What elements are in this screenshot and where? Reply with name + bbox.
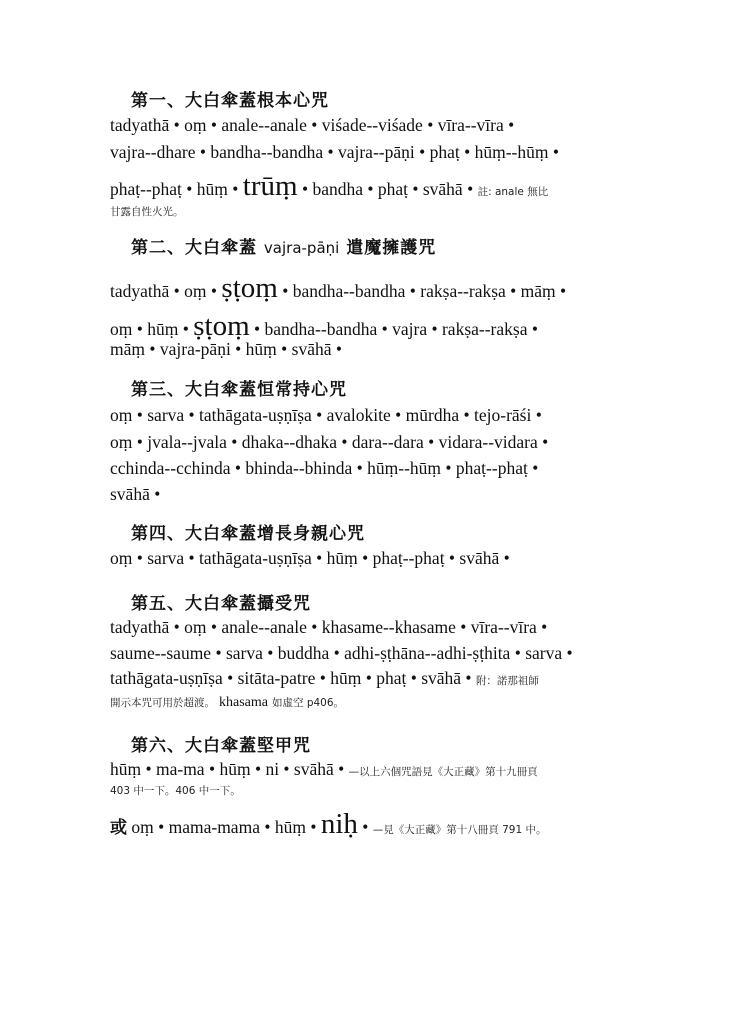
section-6-line-2 xyxy=(110,810,547,839)
section-2-heading-a: 第二、大白傘蓋 xyxy=(131,238,257,258)
section-3-line-2: oṃ • jvala--jvala • dhaka--dhaka • dara--dara • vidara--vidara • xyxy=(110,432,549,452)
section-2-line-1-a: tadyathā • oṃ • xyxy=(110,281,218,301)
section-2-line-1-b: • bandha--bandha • rakṣa--rakṣa • māṃ • xyxy=(282,281,567,301)
section-6-heading: 第六、大白傘蓋堅甲咒 xyxy=(131,736,311,756)
section-1-line-3-text-b: • bandha • phaṭ • svāhā • xyxy=(301,179,474,199)
section-6-annotation-cont: 403 中一下。406 中一下。 xyxy=(110,785,241,797)
section-2-line-2-b: • bandha--bandha • vajra • rakṣa--rakṣa • xyxy=(254,319,538,339)
section-5-line-3-text: tathāgata-uṣṇīṣa • sitāta-patre • hūṃ • phaṭ • svāhā • xyxy=(110,668,472,688)
section-1-line-3-big: trūṃ xyxy=(242,170,298,202)
section-5-line-1: tadyathā • oṃ • anale--anale • khasame--khasame • vīra--vīra • xyxy=(110,617,548,637)
section-1-annotation: 註: anale 無比 xyxy=(477,186,549,198)
section-6-line-1 xyxy=(110,761,538,779)
section-1-heading: 第一、大白傘蓋根本心咒 xyxy=(131,91,329,111)
section-3-line-3: cchinda--cchinda • bhinda--bhinda • hūṃ--hūṃ • phaṭ--phaṭ • xyxy=(110,458,539,478)
section-6-line-2-b: • xyxy=(362,817,369,837)
section-6-line-1-text: hūṃ • ma-ma • hūṃ • ni • svāhā • xyxy=(110,759,345,779)
section-6-line-2-prefix: 或 xyxy=(110,818,127,838)
section-5-annotation-a: 開示本咒可用於超渡。 xyxy=(110,697,215,709)
section-2-line-3: māṃ • vajra-pāṇi • hūṃ • svāhā • xyxy=(110,339,343,359)
section-1-line-1: tadyathā • oṃ • anale--anale • viśade--viśade • vīra--vīra • xyxy=(110,115,515,135)
section-2-line-2 xyxy=(110,312,538,341)
section-2-line-2-big: ṣṭoṃ xyxy=(193,310,250,342)
section-1-annotation-cont: 甘露自性火光。 xyxy=(110,206,184,218)
section-1-line-3-text-a: phaṭ--phaṭ • hūṃ • xyxy=(110,179,239,199)
section-3-heading: 第三、大白傘蓋恒常持心咒 xyxy=(131,380,347,400)
section-6-line-2-a: oṃ • mama-mama • hūṃ • xyxy=(131,817,317,837)
section-2-heading-b: 遣魔擁護咒 xyxy=(346,238,437,258)
section-5-annotation-cont xyxy=(110,694,344,710)
section-5-line-2: saume--saume • sarva • buddha • adhi-ṣṭhāna--adhi-ṣṭhita • sarva • xyxy=(110,643,573,663)
section-6-line-2-big: niḥ xyxy=(320,808,358,840)
section-6-annotation-2: —見《大正藏》第十八冊頁 791 中。 xyxy=(372,824,547,836)
section-2-line-1 xyxy=(110,274,566,303)
section-3-line-4: svāhā • xyxy=(110,484,161,504)
section-3-line-1: oṃ • sarva • tathāgata-uṣṇīṣa • avalokite • mūrdha • tejo-rāśi • xyxy=(110,405,542,425)
section-1-line-2: vajra--dhare • bandha--bandha • vajra--pāṇi • phaṭ • hūṃ--hūṃ • xyxy=(110,142,559,162)
section-5-annotation: 附：諾那祖師 xyxy=(475,675,539,687)
section-2-heading xyxy=(131,240,436,257)
section-5-heading: 第五、大白傘蓋攝受咒 xyxy=(131,594,311,614)
section-5-line-3 xyxy=(110,670,539,688)
section-4-line-1: oṃ • sarva • tathāgata-uṣṇīṣa • hūṃ • phaṭ--phaṭ • svāhā • xyxy=(110,548,510,568)
section-6-annotation: —以上六個咒語見《大正藏》第十九冊頁 xyxy=(348,766,538,778)
section-5-annotation-roman: khasama xyxy=(219,695,268,710)
section-2-line-2-a: oṃ • hūṃ • xyxy=(110,319,189,339)
section-4-heading: 第四、大白傘蓋增長身親心咒 xyxy=(131,524,365,544)
section-5-annotation-b: 如虛空 p406。 xyxy=(271,697,345,709)
section-2-heading-roman: vajra-pāṇi xyxy=(263,239,340,257)
section-2-line-1-big: ṣṭoṃ xyxy=(221,272,278,304)
section-1-line-3 xyxy=(110,172,548,201)
